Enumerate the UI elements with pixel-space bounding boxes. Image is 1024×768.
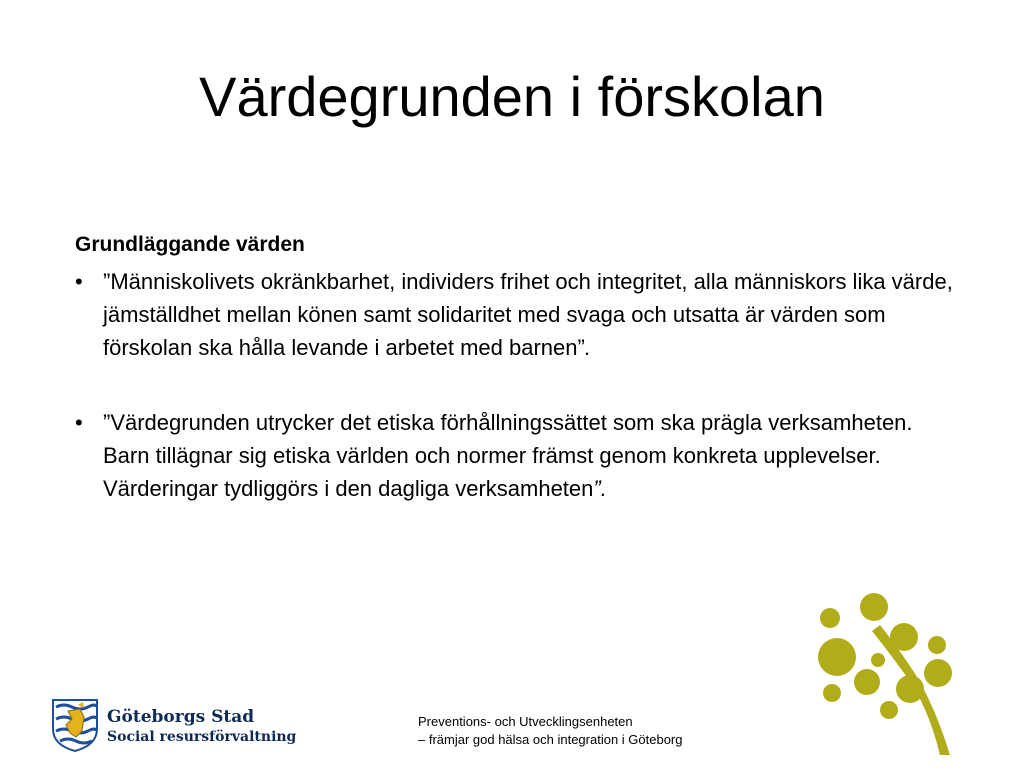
bullet-item xyxy=(75,265,965,364)
footer xyxy=(418,713,683,749)
bullet-end: . xyxy=(584,335,591,360)
bullet-text: ”Människolivets okränkbarhet, individers frihet och integritet, alla människors lika värde, jämställdhet mellan könen samt solidaritet med svaga och utsatta är värden som förskolan ska hålla levande i arbetet med barnen” xyxy=(103,269,953,360)
subheading: Grundläggande värden xyxy=(75,233,305,256)
slide-content xyxy=(75,229,975,547)
tree-dots-logo-icon xyxy=(800,585,960,755)
bullet-end: ”. xyxy=(593,476,607,501)
slide-title: Värdegrunden i förskolan xyxy=(199,65,825,128)
logo-subtitle: Social resursförvaltning xyxy=(107,729,297,745)
bullet-marker: • xyxy=(75,269,83,294)
bullet-list xyxy=(75,265,975,505)
logo-name: Göteborgs Stad xyxy=(107,707,255,727)
bullet-text: ”Värdegrunden utrycker det etiska förhållningssättet som ska prägla verksamheten. Barn tillägnar sig etiska världen och normer främst genom konkreta upplevelser. Värderingar tydliggörs i den dagliga verksamheten xyxy=(103,410,913,501)
footer-line-1: Preventions- och Utvecklingsenheten xyxy=(418,714,633,729)
goteborgs-stad-logo xyxy=(50,697,310,753)
bullet-item xyxy=(75,406,965,505)
coat-of-arms-icon xyxy=(50,697,100,753)
bullet-marker: • xyxy=(75,410,83,435)
footer-line-2: – främjar god hälsa och integration i Göteborg xyxy=(418,732,683,747)
